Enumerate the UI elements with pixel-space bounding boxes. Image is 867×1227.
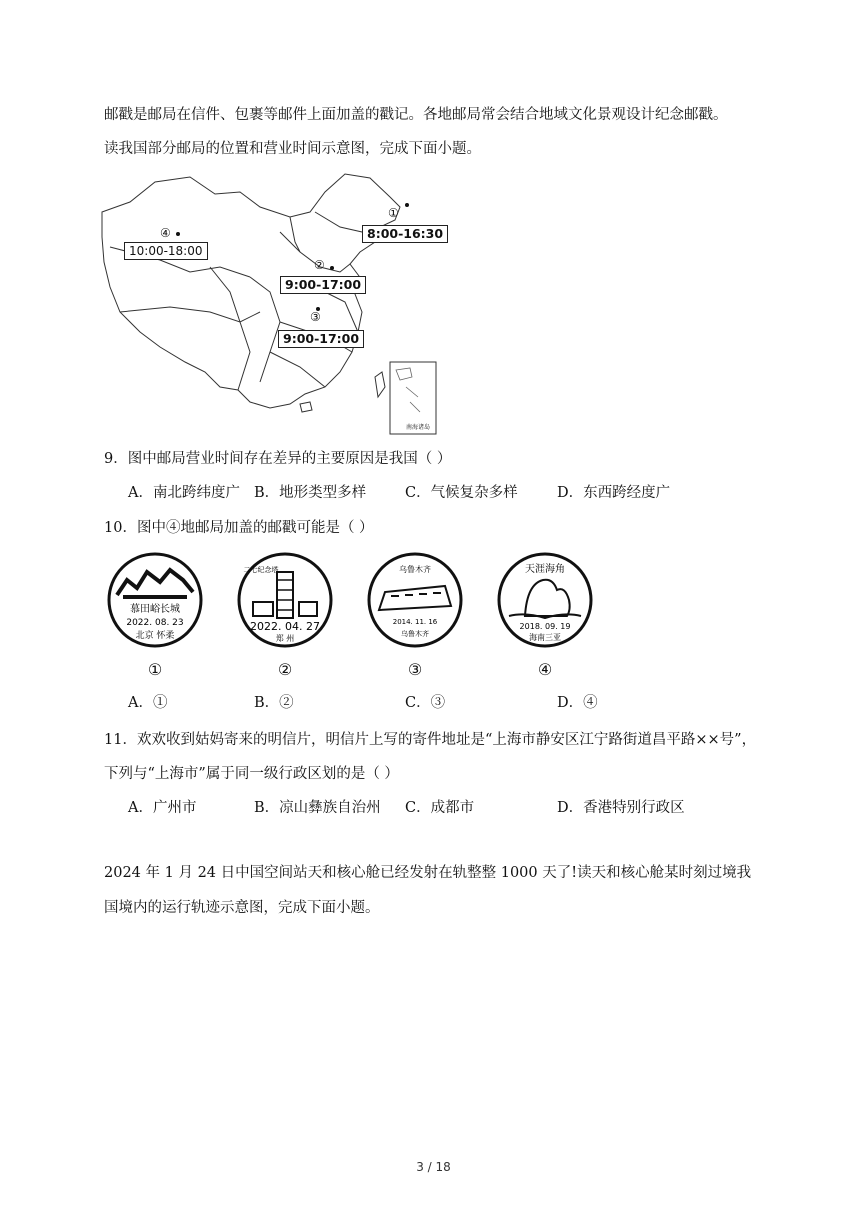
rock-stamp-icon xyxy=(495,550,595,650)
marker-1-hours: 8:00-16:30 xyxy=(362,225,448,243)
svg-text:海南三亚: 海南三亚 xyxy=(529,633,561,642)
stamp-1-num: ① xyxy=(147,660,163,679)
q9-stem: 9．图中邮局营业时间存在差异的主要原因是我国（ ） xyxy=(104,451,452,467)
q10-option-b[interactable]: B．② xyxy=(254,695,294,711)
q11-option-d[interactable]: D．香港特别行政区 xyxy=(557,800,685,816)
stamp-4 xyxy=(495,550,595,679)
svg-text:2022. 04. 27: 2022. 04. 27 xyxy=(250,620,320,633)
svg-text:天涯海角: 天涯海角 xyxy=(525,564,565,575)
q11-option-b[interactable]: B．凉山彝族自治州 xyxy=(254,800,381,816)
q11-stem-line-1: 11．欢欢收到姑妈寄来的明信片，明信片上写的寄件地址是“上海市静安区江宁路街道昌平路××号”， xyxy=(104,732,757,748)
svg-text:2018. 09. 19: 2018. 09. 19 xyxy=(519,622,571,631)
q9-option-a[interactable]: A．南北跨纬度广 xyxy=(128,485,240,501)
stamp-2 xyxy=(235,550,335,679)
intro2-line-2: 国境内的运行轨迹示意图，完成下面小题。 xyxy=(104,900,380,916)
svg-text:2014. 11. 16: 2014. 11. 16 xyxy=(392,618,438,626)
stamp-3 xyxy=(365,550,465,679)
svg-text:乌鲁木齐: 乌鲁木齐 xyxy=(401,630,429,638)
stamp-1 xyxy=(105,550,205,679)
q10-option-d[interactable]: D．④ xyxy=(557,695,598,711)
q9-option-c[interactable]: C．气候复杂多样 xyxy=(405,485,518,501)
q11-option-c[interactable]: C．成都市 xyxy=(405,800,475,816)
stamp-3-num: ③ xyxy=(407,660,423,679)
inset-label: 南海诸岛 xyxy=(406,424,431,431)
intro-line-1: 邮戳是邮局在信件、包裹等邮件上面加盖的戳记。各地邮局常会结合地域文化景观设计纪念邮戳。 xyxy=(104,107,728,123)
train-stamp-icon xyxy=(365,550,465,650)
marker-1-num: ① xyxy=(388,206,399,220)
stamp-2-num: ② xyxy=(277,660,293,679)
marker-2-num: ② xyxy=(314,258,325,272)
q10-option-a[interactable]: A．① xyxy=(128,695,168,711)
intro-line-2: 读我国部分邮局的位置和营业时间示意图，完成下面小题。 xyxy=(104,141,481,157)
svg-text:郑 州: 郑 州 xyxy=(275,634,295,643)
marker-3-hours: 9:00-17:00 xyxy=(278,330,364,348)
marker-4-num: ④ xyxy=(160,226,171,240)
svg-text:二七纪念塔: 二七纪念塔 xyxy=(243,566,279,574)
q10-stem: 10．图中④地邮局加盖的邮戳可能是（ ） xyxy=(104,520,374,536)
svg-text:慕田峪长城: 慕田峪长城 xyxy=(130,604,180,615)
china-map xyxy=(100,172,444,438)
tower-stamp-icon xyxy=(235,550,335,650)
marker-3-num: ③ xyxy=(310,310,321,324)
q9-option-b[interactable]: B．地形类型多样 xyxy=(254,485,367,501)
marker-4-hours: 10:00-18:00 xyxy=(124,242,208,260)
q11-option-a[interactable]: A．广州市 xyxy=(128,800,197,816)
q9-option-d[interactable]: D．东西跨经度广 xyxy=(557,485,671,501)
intro2-line-1: 2024 年 1 月 24 日中国空间站天和核心舱已经发射在轨整整 1000 天了!读天和核心舱某时刻过境我 xyxy=(104,865,752,881)
svg-text:北京 怀柔: 北京 怀柔 xyxy=(135,631,175,641)
stamp-images xyxy=(100,550,620,685)
great-wall-stamp-icon xyxy=(105,550,205,650)
svg-text:乌鲁木齐: 乌鲁木齐 xyxy=(399,565,431,574)
q10-option-c[interactable]: C．③ xyxy=(405,695,446,711)
q11-stem-line-2: 下列与“上海市”属于同一级行政区划的是（ ） xyxy=(104,766,399,782)
stamp-4-num: ④ xyxy=(537,660,553,679)
page-number: 3 / 18 xyxy=(416,1160,451,1174)
svg-text:2022. 08. 23: 2022. 08. 23 xyxy=(126,618,184,628)
marker-2-hours: 9:00-17:00 xyxy=(280,276,366,294)
